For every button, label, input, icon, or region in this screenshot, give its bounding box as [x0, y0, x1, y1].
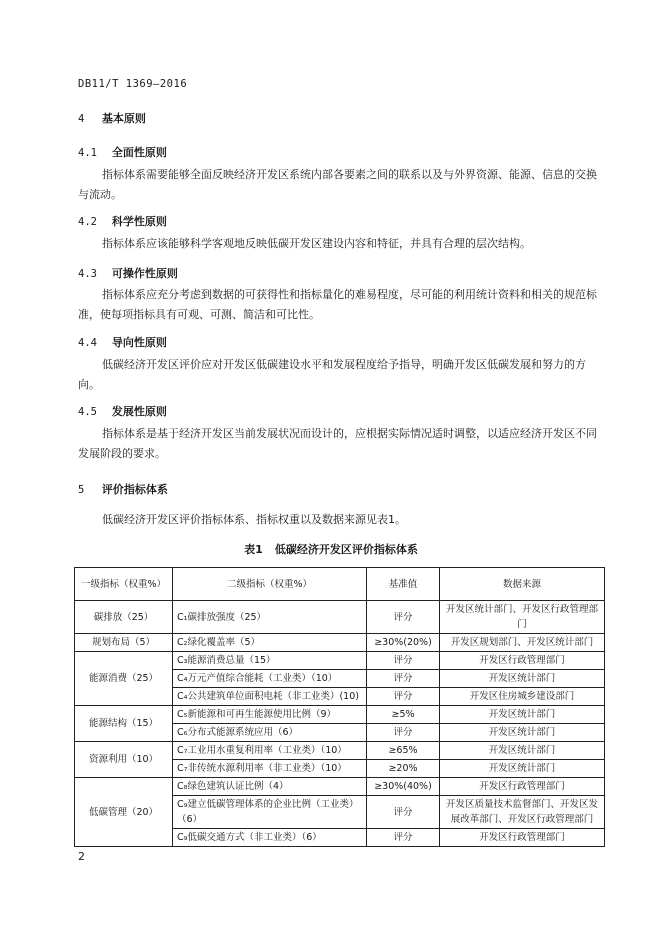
paragraph-5: 低碳经济开发区评价指标体系、指标权重以及数据来源见表1。	[102, 513, 406, 526]
table-row	[75, 601, 605, 634]
cell-baseline: ≥20%	[367, 760, 440, 778]
cell-level1-indicator: 能源消费（25）	[75, 652, 173, 706]
cell-data-source: 开发区住房城乡建设部门	[440, 688, 605, 706]
standard-code: DB11/T 1369—2016	[78, 78, 188, 90]
cell-baseline: 评分	[367, 688, 440, 706]
cell-baseline: ≥30%(20%)	[367, 634, 440, 652]
cell-level2-indicator: C₉建立低碳管理体系的企业比例（工业类）（6）	[173, 796, 367, 829]
heading-title: 发展性原则	[111, 405, 167, 418]
cell-data-source: 开发区行政管理部门	[440, 778, 605, 796]
cell-baseline: 评分	[367, 652, 440, 670]
table-row	[75, 652, 605, 670]
table-caption-title: 低碳经济开发区评价指标体系	[274, 543, 418, 556]
heading-number: 4.4	[78, 337, 97, 349]
cell-baseline: ≥65%	[367, 742, 440, 760]
page-number: 2	[78, 850, 85, 863]
cell-data-source: 开发区质量技术监督部门、开发区发展改革部门、开发区行政管理部门	[440, 796, 605, 829]
cell-data-source: 开发区统计部门	[440, 706, 605, 724]
heading-section-5	[78, 481, 168, 497]
paragraph-4-4: 低碳经济开发区评价应对开发区低碳建设水平和发展程度给予指导，明确开发区低碳发展和努力的方向。	[78, 358, 586, 391]
cell-level1-indicator: 规划布局（5）	[75, 634, 173, 652]
table-row	[75, 742, 605, 760]
heading-number: 5	[78, 484, 85, 496]
cell-level2-indicator: C₅新能源和可再生能源使用比例（9）	[173, 706, 367, 724]
table-caption-number: 表1	[244, 543, 263, 556]
heading-title: 科学性原则	[111, 215, 167, 228]
cell-level1-indicator: 能源结构（15）	[75, 706, 173, 742]
cell-data-source: 开发区规划部门、开发区统计部门	[440, 634, 605, 652]
cell-baseline: ≥30%(40%)	[367, 778, 440, 796]
table-caption	[0, 541, 662, 557]
heading-number: 4.1	[78, 147, 97, 159]
heading-section-4	[78, 110, 146, 126]
table-row	[75, 778, 605, 796]
cell-level2-indicator: C₈绿色建筑认证比例（4）	[173, 778, 367, 796]
heading-section-4-2	[78, 213, 167, 229]
heading-number: 4	[78, 113, 85, 125]
table-row	[75, 706, 605, 724]
heading-title: 评价指标体系	[101, 483, 168, 496]
cell-data-source: 开发区行政管理部门	[440, 652, 605, 670]
cell-level1-indicator: 资源利用（10）	[75, 742, 173, 778]
cell-data-source: 开发区行政管理部门	[440, 829, 605, 847]
column-header-level1: 一级指标（权重%）	[75, 568, 173, 601]
column-header-level2: 二级指标（权重%）	[173, 568, 367, 601]
heading-number: 4.5	[78, 406, 97, 418]
cell-level2-indicator: C₂绿化覆盖率（5）	[173, 634, 367, 652]
table-body	[75, 601, 605, 847]
cell-level2-indicator: C₄万元产值综合能耗（工业类）（10）	[173, 670, 367, 688]
heading-section-4-1	[78, 144, 167, 160]
cell-data-source: 开发区统计部门、开发区行政管理部门	[440, 601, 605, 634]
cell-level1-indicator: 碳排放（25）	[75, 601, 173, 634]
column-header-baseline: 基准值	[367, 568, 440, 601]
cell-baseline: ≥5%	[367, 706, 440, 724]
indicator-table	[74, 567, 605, 847]
heading-title: 导向性原则	[111, 336, 167, 349]
cell-level2-indicator: C₆分布式能源系统应用（6）	[173, 724, 367, 742]
cell-level2-indicator: C₁碳排放强度（25）	[173, 601, 367, 634]
paragraph-4-1: 指标体系需要能够全面反映经济开发区系统内部各要素之间的联系以及与外界资源、能源、信息的交换与流动。	[78, 168, 597, 201]
cell-baseline: 评分	[367, 670, 440, 688]
paragraph-4-2: 指标体系应该能够科学客观地反映低碳开发区建设内容和特征，并具有合理的层次结构。	[102, 237, 531, 250]
cell-data-source: 开发区统计部门	[440, 760, 605, 778]
table-header-row	[75, 568, 605, 601]
cell-level2-indicator: C₃能源消费总量（15）	[173, 652, 367, 670]
table-row	[75, 634, 605, 652]
heading-number: 4.3	[78, 268, 97, 280]
cell-level1-indicator: 低碳管理（20）	[75, 778, 173, 847]
cell-baseline: 评分	[367, 829, 440, 847]
cell-data-source: 开发区统计部门	[440, 724, 605, 742]
cell-baseline: 评分	[367, 724, 440, 742]
heading-section-4-3	[78, 265, 178, 281]
heading-title: 全面性原则	[111, 146, 167, 159]
cell-data-source: 开发区统计部门	[440, 742, 605, 760]
cell-baseline: 评分	[367, 796, 440, 829]
column-header-source: 数据来源	[440, 568, 605, 601]
heading-section-4-4	[78, 334, 167, 350]
cell-data-source: 开发区统计部门	[440, 670, 605, 688]
heading-number: 4.2	[78, 216, 97, 228]
cell-level2-indicator: C₇非传统水源利用率（非工业类）（10）	[173, 760, 367, 778]
heading-title: 可操作性原则	[111, 267, 178, 280]
cell-level2-indicator: C₄公共建筑单位面积电耗（非工业类）(10)	[173, 688, 367, 706]
heading-section-4-5	[78, 403, 167, 419]
paragraph-4-5: 指标体系是基于经济开发区当前发展状况而设计的，应根据实际情况适时调整，以适应经济开发区不同发展阶段的要求。	[78, 427, 597, 460]
cell-level2-indicator: C₉低碳交通方式（非工业类）（6）	[173, 829, 367, 847]
cell-baseline: 评分	[367, 601, 440, 634]
cell-level2-indicator: C₇工业用水重复利用率（工业类）（10）	[173, 742, 367, 760]
heading-title: 基本原则	[101, 112, 146, 125]
paragraph-4-3: 指标体系应充分考虑到数据的可获得性和指标量化的难易程度，尽可能的利用统计资料和相关的规范标准，使每项指标具有可观、可测、简洁和可比性。	[78, 288, 597, 321]
